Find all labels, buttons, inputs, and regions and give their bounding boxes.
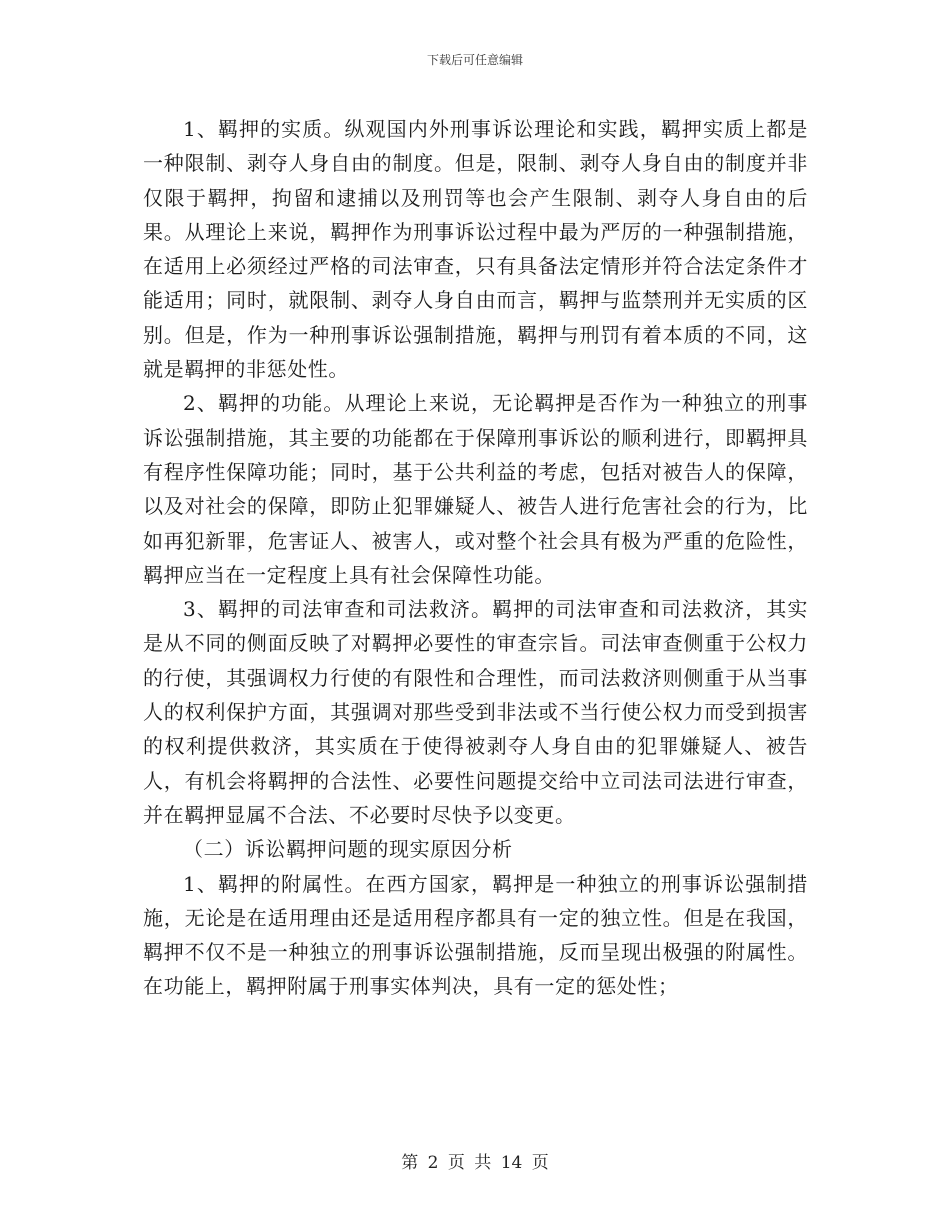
paragraph-judicial-review: 3、羁押的司法审查和司法救济。羁押的司法审查和司法救济，其实是从不同的侧面反映了对羁押必要性的审查宗旨。司法审查侧重于公权力的行使，其强调权力行使的有限性和合理性，而司法救济则侧重于从当事人的权利保护方面，其强调对那些受到非法或不当行使公权力而受到损害的权利提供救济，其实质在于使得被剥夺人身自由的犯罪嫌疑人、被告人，有机会将羁押的合法性、必要性问题提交给中立司法司法进行审查，并在羁押显属不合法、不必要时尽快予以变更。	[143, 597, 808, 827]
paragraph-detention-essence: 1、羁押的实质。纵观国内外刑事诉讼理论和实践，羁押实质上都是一种限制、剥夺人身自由的制度。但是，限制、剥夺人身自由的制度并非仅限于羁押，拘留和逮捕以及刑罚等也会产生限制、剥夺人身自由的后果。从理论上来说，羁押作为刑事诉讼过程中最为严厉的一种强制措施，在适用上必须经过严格的司法审查，只有具备法定情形并符合法定条件才能适用；同时，就限制、剥夺人身自由而言，羁押与监禁刑并无实质的区别。但是，作为一种刑事诉讼强制措施，羁押与刑罚有着本质的不同，这就是羁押的非惩处性。	[143, 117, 808, 382]
document-body	[143, 112, 808, 1004]
page-number-footer: 第 2 页 共 14 页	[401, 1153, 549, 1173]
page-header: 下载后可任意编辑	[426, 53, 523, 67]
paragraph-detention-function: 2、羁押的功能。从理论上来说，无论羁押是否作为一种独立的刑事诉讼强制措施，其主要的功能都在于保障刑事诉讼的顺利进行，即羁押具有程序性保障功能；同时，基于公共利益的考虑，包括对被告人的保障，以及对社会的保障，即防止犯罪嫌疑人、被告人进行危害社会的行为，比如再犯新罪，危害证人、被害人，或对整个社会具有极为严重的危险性，羁押应当在一定程度上具有社会保障性功能。	[143, 391, 808, 587]
section-heading: （二）诉讼羁押问题的现实原因分析	[183, 837, 513, 862]
paragraph-detention-dependency: 1、羁押的附属性。在西方国家，羁押是一种独立的刑事诉讼强制措施，无论是在适用理由还是适用程序都具有一定的独立性。但是在我国，羁押不仅不是一种独立的刑事诉讼强制措施，反而呈现出极强的附属性。在功能上，羁押附属于刑事实体判决，具有一定的惩处性；	[143, 871, 808, 999]
